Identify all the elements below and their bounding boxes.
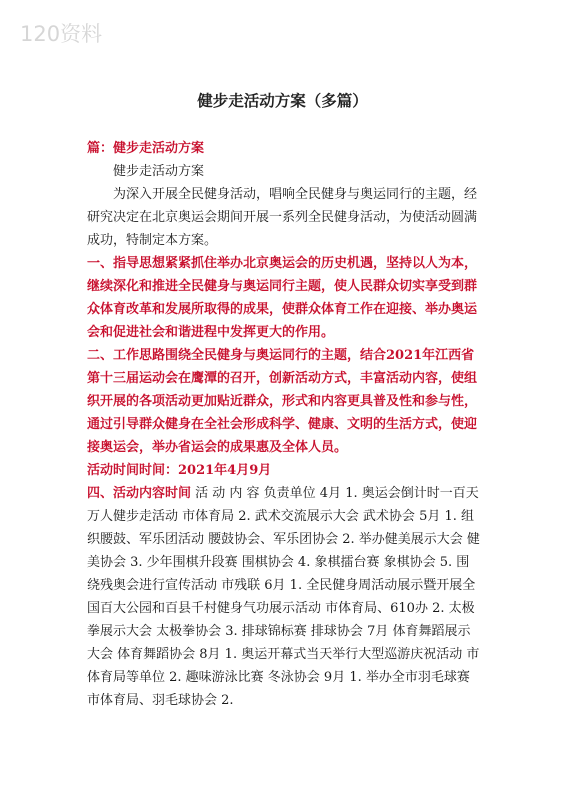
activity-content-body: 活 动 内 容 负责单位 4月 1. 奥运会倒计时一百天万人健步走活动 市体育局 2. 武术交流展示大会 武术协会 5月 1. 组织腰鼓、军乐团活动 腰鼓协会、军乐团协会 2. 举办健美展示大会 健美协会 3. 少年围棋升段赛 围棋协会 4. 象棋擂台赛 象棋协会 5. 围绕残奥会进行宣传活动 市残联 6月 1. 全民健身周活动展示暨开展全国百大公园和百县千村健身气功展示活动 市体育局、610办 2. 太极拳展示大会 太极拳协会 3. 排球锦标赛 排球协会 7月 体育舞蹈展示大会 体育舞蹈协会 8月 1. 奥运开幕式当天举行大型巡游庆祝活动 市体育局等单位 2. 趣味游泳比赛 冬泳协会 9月 1. 举办全市羽毛球赛 市体育局、羽毛球协会 2.: [87, 486, 480, 708]
activity-content-label: 四、活动内容时间: [87, 486, 192, 501]
subtitle: 健步走活动方案: [113, 164, 205, 179]
work-approach-paragraph: 二、工作思路围绕全民健身与奥运同行的主题，结合2021年江西省第十三届运动会在鹰潭的召开，创新活动方式，丰富活动内容，使组织开展的各项活动更加贴近群众，形式和内容更具普及性和参与性，通过引导群众健身在全社会形成科学、健康、文明的生活方式，使迎接奥运会，举办省运会的成果惠及全体人员。: [87, 348, 478, 455]
document-title: 健步走活动方案（多篇）: [197, 92, 368, 110]
document-body: [87, 137, 481, 712]
intro-paragraph: 为深入开展全民健身活动，唱响全民健身与奥运同行的主题，经研究决定在北京奥运会期间开展一系列全民健身活动，为使活动圆满成功，特制定本方案。: [87, 187, 478, 248]
activity-content-paragraph: [87, 482, 481, 712]
watermark: 120资料: [20, 22, 103, 46]
guiding-ideology-paragraph: 一、指导思想紧紧抓住举办北京奥运会的历史机遇，坚持以人为本，继续深化和推进全民健身与奥运同行主题，使人民群众切实享受到群众体育改革和发展所取得的成果，使群众体育工作在迎接、举办奥运会和促进社会和谐进程中发挥更大的作用。: [87, 256, 478, 340]
activity-time: 活动时间时间：2021年4月9月: [87, 463, 272, 478]
section-heading: 篇：健步走活动方案: [87, 141, 205, 156]
